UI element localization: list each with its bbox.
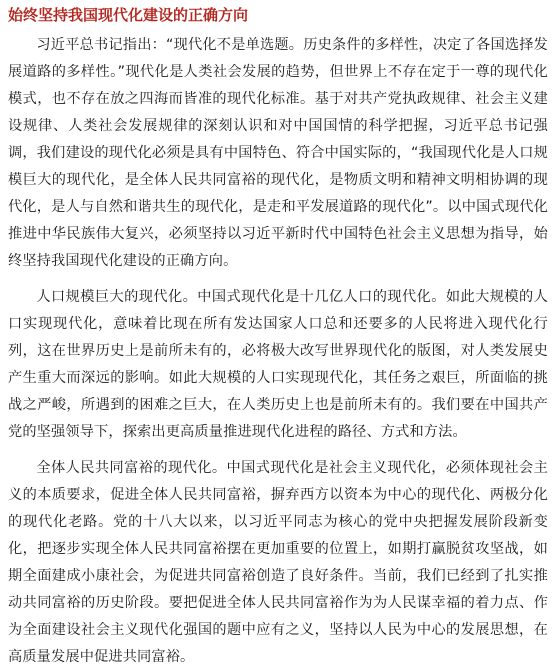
article-heading: 始终坚持我国现代化建设的正确方向 <box>8 6 249 24</box>
article-paragraph-1: 习近平总书记指出：“现代化不是单选题。历史条件的多样性，决定了各国选择发展道路的多样性。”现代化是人类社会发展的趋势，但世界上不存在定于一尊的现代化模式，也不存在放之四海而皆准的现代化标准。基于对共产党执政规律、社会主义建设规律、人类社会发展规律的深刻认识和对中国国情的科学把握，习近平总书记强调，我们建设的现代化必须是具有中国特色、符合中国实际的，“我国现代化是人口规模巨大的现代化，是全体人民共同富裕的现代化，是物质文明和精神文明相协调的现代化，是人与自然和谐共生的现代化，是走和平发展道路的现代化”。以中国式现代化推进中华民族伟大复兴，必须坚持以习近平新时代中国特色社会主义思想为指导，始终坚持我国现代化建设的正确方向。 <box>8 37 548 269</box>
article-paragraph-2: 人口规模巨大的现代化。中国式现代化是十几亿人口的现代化。如此大规模的人口实现现代化，意味着比现在所有发达国家人口总和还要多的人民将进入现代化行列，这在世界历史上是前所未有的，必将极大改写世界现代化的版图，对人类发展史产生重大而深远的影响。如此大规模的人口实现现代化，其任务之艰巨，所面临的挑战之严峻，所遇到的困难之巨大，在人类历史上也是前所未有的。我们要在中国共产党的坚强领导下，探索出更高质量推进现代化进程的路径、方式和方法。 <box>8 289 548 440</box>
article-paragraph-3: 全体人民共同富裕的现代化。中国式现代化是社会主义现代化，必须体现社会主义的本质要求，促进全体人民共同富裕，摒弃西方以资本为中心的现代化、两极分化的现代化老路。党的十八大以来，以习近平同志为核心的党中央把握发展阶段新变化，把逐步实现全体人民共同富裕摆在更加重要的位置上，如期打赢脱贫攻坚战，如期全面建成小康社会，为促进共同富裕创造了良好条件。当前，我们已经到了扎实推动共同富裕的历史阶段。要把促进全体人民共同富裕作为为人民谋幸福的着力点、作为全面建设社会主义现代化强国的题中应有之义，坚持以人民为中心的发展思想，在高质量发展中促进共同富裕。 <box>8 460 548 665</box>
